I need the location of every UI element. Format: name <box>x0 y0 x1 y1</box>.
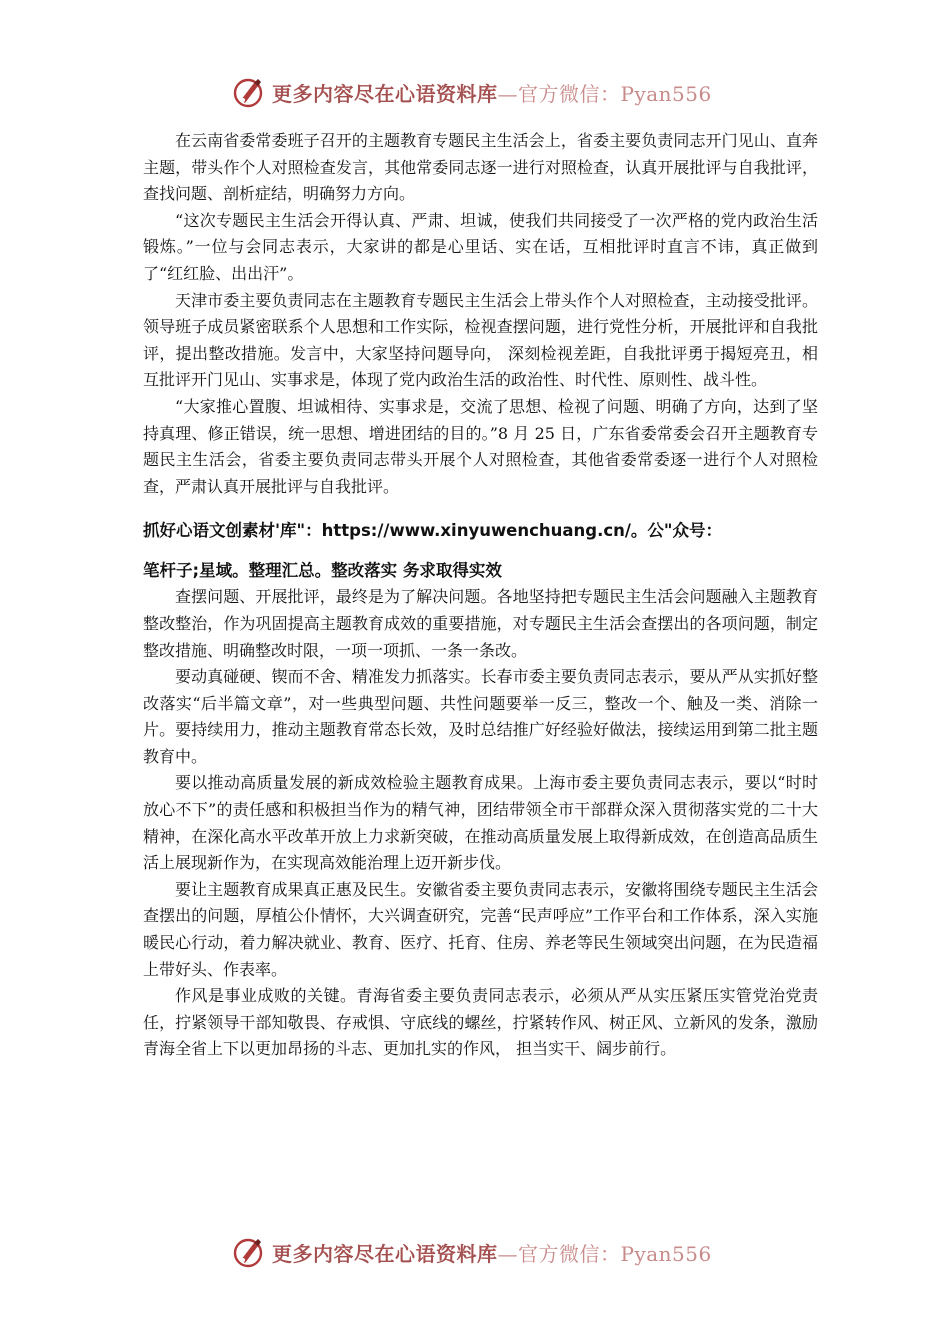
footer-banner-wechat: —官方微信：Pyan556 <box>497 1241 712 1266</box>
header-banner-text <box>272 78 712 107</box>
footer-banner-text <box>272 1238 712 1267</box>
paragraph: 天津市委主要负责同志在主题教育专题民主生活会上带头作个人对照检查，主动接受批评。领导班子成员紧密联系个人思想和工作实际，检视查摆问题，进行党性分析，开展批评和自我批评，提出整改措施。发言中，大家坚持问题导向， 深刻检视差距，自我批评勇于揭短亮丑，相互批评开门见山、实事求是，体现了党内政治生活的政治性、时代性、原则性、战斗性。 <box>143 290 818 390</box>
paragraph: 要动真碰硬、锲而不舍、精准发力抓落实。长春市委主要负责同志表示，要从严从实抓好整改落实“后半篇文章”，对一些典型问题、共性问题要举一反三，整改一个、触及一类、消除一片。要持续用力，推动主题教育常态长效，及时总结推广好经验好做法，接续运用到第二批主题教育中。 <box>143 667 818 766</box>
paragraph: 作风是事业成败的关键。青海省委主要负责同志表示，必须从严从实压紧压实管党治党责任，拧紧领导干部知敬畏、存戒惧、守底线的螺丝，拧紧转作风、树正风、立新风的发条，激励青海全省上下以更加昂扬的斗志、更加扎实的作风， 担当实干、阔步前行。 <box>143 986 818 1059</box>
pen-logo-icon <box>232 75 266 109</box>
footer-banner <box>232 1232 732 1272</box>
promo-line: 抓好心语文创素材'库"：https://www.xinyuwenchuang.cn/。公"众号： <box>143 521 723 541</box>
pen-logo-icon <box>232 1235 266 1269</box>
header-banner-wechat: —官方微信：Pyan556 <box>497 81 712 106</box>
paragraph: 在云南省委常委班子召开的主题教育专题民主生活会上，省委主要负责同志开门见山、直奔主题，带头作个人对照检查发言，其他常委同志逐一进行对照检查，认真开展批评与自我批评，查找问题、剖析症结，明确努力方向。 <box>143 131 818 204</box>
header-banner-main: 更多内容尽在心语资料库 <box>272 81 498 106</box>
article-body <box>143 128 818 1063</box>
paragraph: 查摆问题、开展批评，最终是为了解决问题。各地坚持把专题民主生活会问题融入主题教育整改整治，作为巩固提高主题教育成效的重要措施，对专题民主生活会查摆出的各项问题，制定整改措施、明确整改时限，一项一项抓、一条一条改。 <box>143 587 818 660</box>
paragraph: 要以推动高质量发展的新成效检验主题教育成果。上海市委主要负责同志表示，要以“时时放心不下”的责任感和积极担当作为的精气神，团结带领全市干部群众深入贯彻落实党的二十大精神，在深化高水平改革开放上力求新突破，在推动高质量发展上取得新成效，在创造高品质生活上展现新作为，在实现高效能治理上迈开新步伐。 <box>143 773 818 873</box>
section-heading: 笔杆子;星域。整理汇总。整改落实 务求取得实效 <box>143 561 502 581</box>
paragraph: 要让主题教育成果真正惠及民生。安徽省委主要负责同志表示，安徽将围绕专题民主生活会查摆出的问题，厚植公仆情怀，大兴调查研究，完善“民声呼应”工作平台和工作体系，深入实施暖民心行动，着力解决就业、教育、医疗、托育、住房、养老等民生领域突出问题，在为民造福上带好头、作表率。 <box>143 879 818 979</box>
paragraph: “大家推心置腹、坦诚相待、实事求是，交流了思想、检视了问题、明确了方向，达到了坚持真理、修正错误，统一思想、增进团结的目的。”8 月 25 日，广东省委常委会召开主题教育专题民主生活会，省委主要负责同志带头开展个人对照检查，其他省委常委逐一进行个人对照检查，严肃认真开展批评与自我批评。 <box>143 396 818 496</box>
paragraph: “这次专题民主生活会开得认真、严肃、坦诚，使我们共同接受了一次严格的党内政治生活锻炼。”一位与会同志表示，大家讲的都是心里话、实在话，互相批评时直言不讳，真正做到了“红红脸、出出汗”。 <box>143 210 818 283</box>
header-banner <box>232 72 732 112</box>
footer-banner-main: 更多内容尽在心语资料库 <box>272 1241 498 1266</box>
